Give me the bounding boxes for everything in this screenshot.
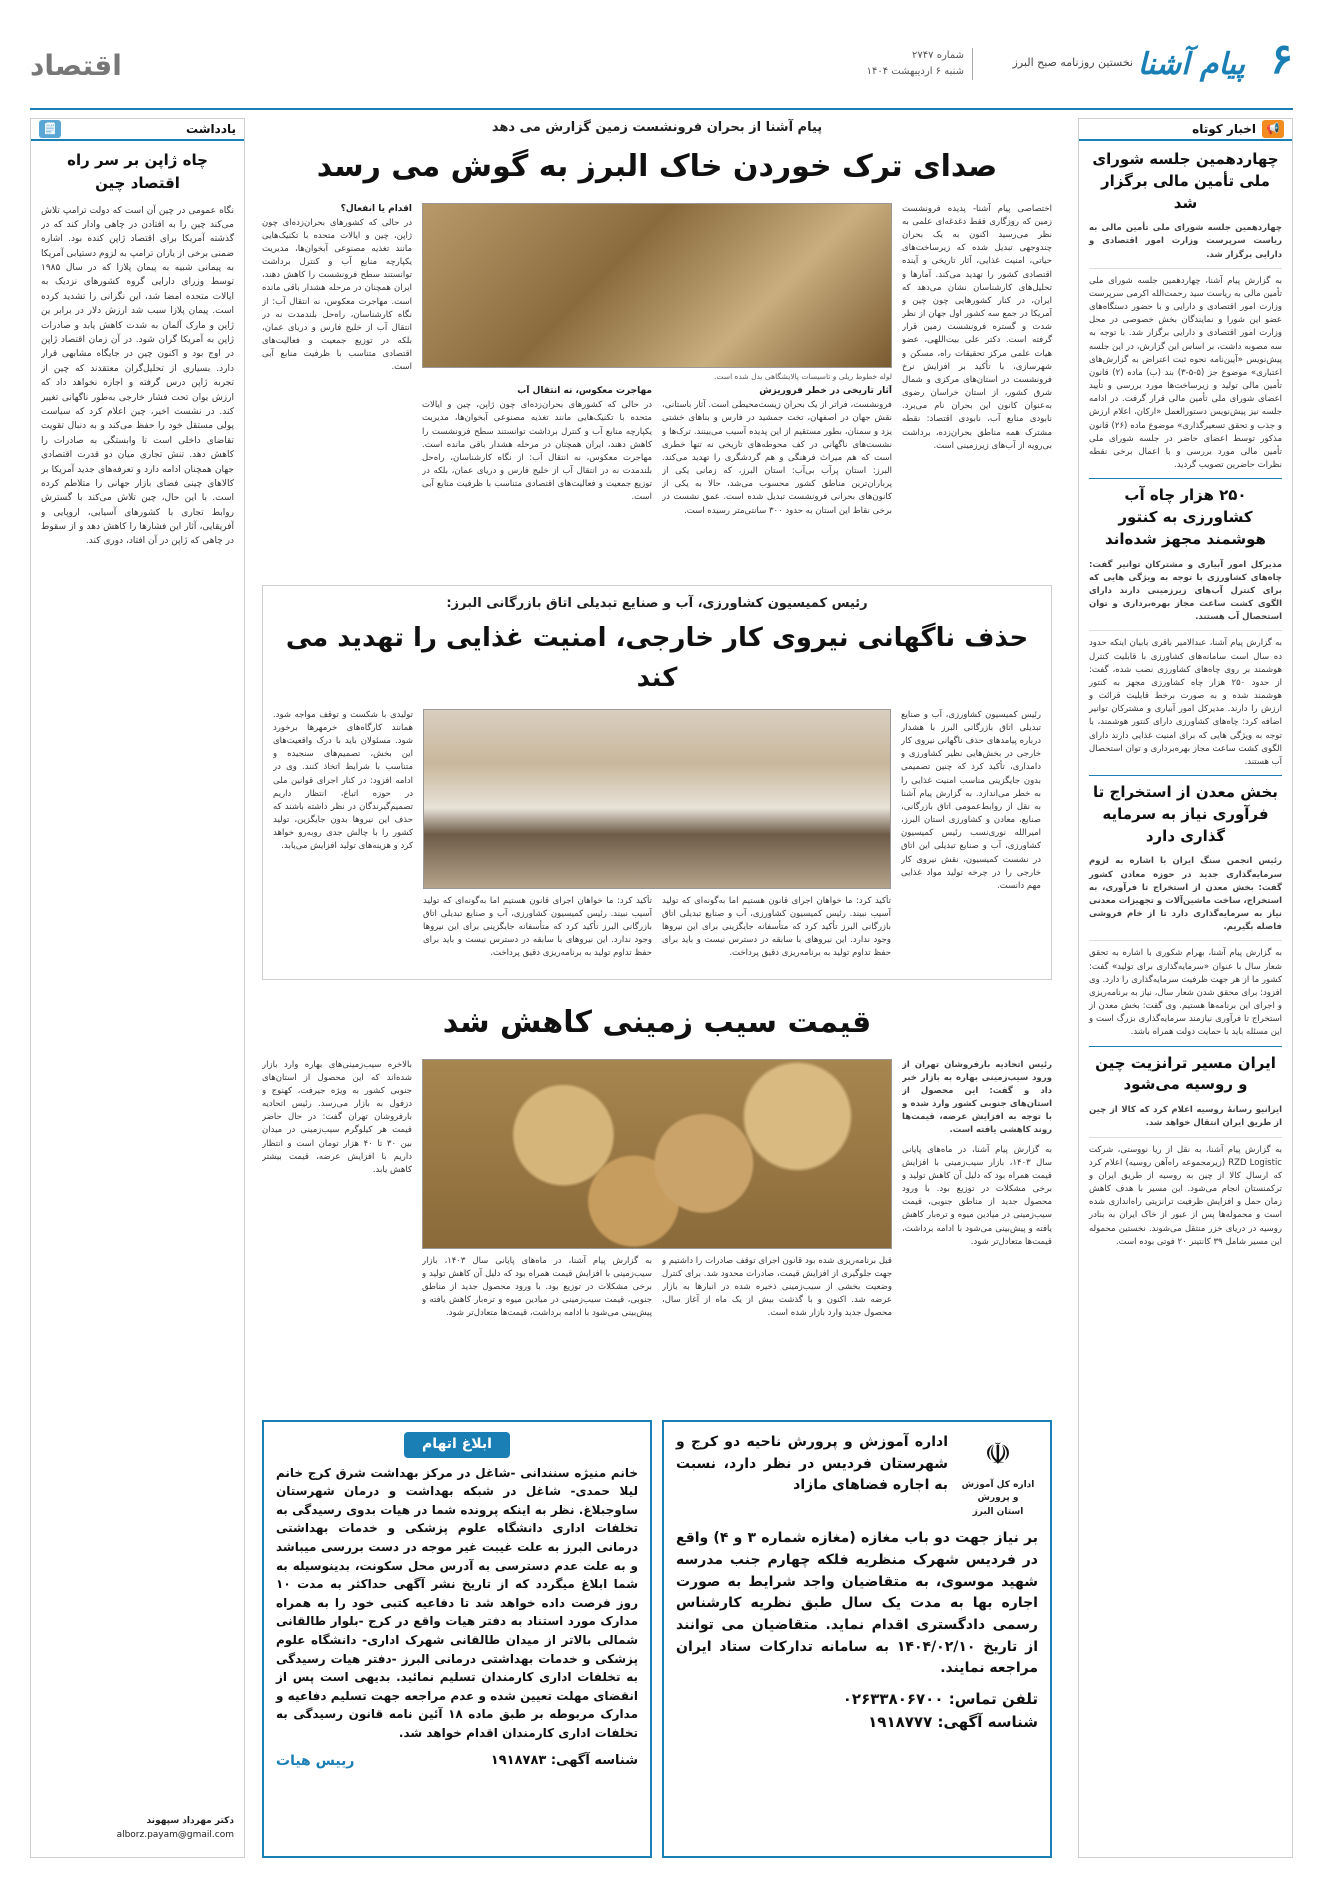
news-body-3: به گزارش پیام آشنا، بهرام شکوری با اشاره به تحقق شعار سال با عنوان «سرمایه‌گذاری برای تولید» گفت: کشور ما از هر جهت ظرفیت سرمایه‌گذاری را دارد. وی افزود: برای محقق شدن شعار سال، نیاز به برنامه‌ریزی و اجرای این برنامه‌ها هستیم. وی گفت: بخش معدن از استخراج تا فرآوری نیازمند سرمایه‌گذاری بزرگ است و این مسئله باید با حمایت دولت همراه باشد. — [1089, 948, 1282, 1038]
accusation-ad — [262, 1420, 652, 1858]
agri-story-kicker: رئیس کمیسیون کشاورزی، آب و صنایع تبدیلی اتاق بازرگانی البرز: — [446, 596, 868, 611]
potato-story-lead: رئیس اتحادیه بارفروشان تهران از ورود سیب‌زمینی بهاره به بازار خبر داد و گفت: این محصول از استان‌های جنوبی کشور وارد شده و با توجه به افزایش عرضه، قیمت‌ها روند کاهشی یافته است. — [902, 1059, 1052, 1136]
top-story-title: صدای ترک خوردن خاک البرز به گوش می رسد — [316, 149, 998, 185]
agri-story-title: حذف ناگهانی نیروی کار خارجی، امنیت غذایی را تهدید می کند — [285, 623, 1029, 694]
news-lead-1: چهاردهمین جلسه شورای ملی تأمین مالی به ریاست سرپرست وزارت امور اقتصادی و دارایی برگزار شد. — [1089, 223, 1282, 260]
top-story — [262, 118, 1052, 568]
news-body-2: به گزارش پیام آشنا، عبدالامیر باقری بابیان اینکه حدود ده سال است سامانه‌های کشاورزی با قابلیت کنترل هوشمند بر روی چاه‌های کشاورزی نصب شده، گفت: از حدود ۲۵۰ هزار چاه کشاورزی مجهز به کنتور هوشمند شده و به صورت برخط قابلیت قرائت و ارزش را دارند. مدیرکل امور آبیاری و مشترکان توانیر اضافه کرد: چاه‌های کشاورزی دارای کنتور هوشمند، با توجه به ویژگی هایی که برای امنیت غذایی دارند دارای الگوی کشت ساعت مجاز بهره‌برداری و توان استحصال آب هستند. — [1089, 638, 1283, 767]
top-story-kicker: پیام آشنا از بحران فرونشست زمین گزارش می دهد — [491, 120, 823, 135]
top-story-sub2: آثار تاریخی در خطر فروریزش — [759, 386, 892, 397]
news-title-2: ۲۵۰ هزار چاه آب کشاورزی به کنتور هوشمند مجهز شده‌اند — [1105, 486, 1266, 548]
subsidence-caption: لوله خطوط ریلی و تاسیسات پالایشگاهی بدل شده است. — [714, 371, 892, 381]
top-story-col1: اختصاصی پیام آشنا- پدیده فرونشست زمین که روزگاری فقط دغدغه‌ای علمی به نظر می‌رسید اکنون به یک بحران چندوجهی تبدیل شده که زیرساخت‌های حیاتی، امنیت غذایی، آثار تاریخی و آینده اقتصادی کشور را تهدید می‌کند. آمارها و تحلیل‌های کارشناسان نشان می‌دهد که ایران، در کنار کشورهایی چون چین و آمریکا در جمع سه کشور اول جهان از نظر شدت و گستره فرونشست زمین قرار گرفته است. دکتر علی بیت‌اللهی، عضو هیات علمی مرکز تحقیقات راه، مسکن و شهرسازی، با تأکید بر افزایش نرخ فرونشست در استان‌های مرکزی و شمال شرق کشور، از استان خراسان رضوی به‌عنوان کانون این بحران نام می‌برد. نابودی منابع آب، نابودی اقتصاد: نقطه مشترک همه مناطق بحران‌زده، برداشت بی‌رویه از آب‌های زیرزمینی است. — [902, 203, 1052, 451]
top-story-col3b: در حالی که کشورهای بحران‌زده‌ای چون ژاپن، چین و ایالات متحده با تکنیک‌هایی مانند تغذیه مصنوعی آبخوان‌ها، مدیریت یکپارچه منابع آب و کنترل برداشت توانستند سطح فرونشست را کاهش دهند، ایران همچنان در مرحله هشدار باقی مانده است. مهاجرت معکوس، نه انتقال آب: از نگاه کارشناسان، راه‌حل بلندمدت نه در انتقال آب از خلیج فارس و دریای عمان، بلکه در توزیع جمعیت و فعالیت‌های اقتصادی متناسب با ظرفیت منابع آبی است. — [422, 400, 652, 503]
potato-story-col2: قبل برنامه‌ریزی شده بود قانون اجرای توقف صادرات را داشتیم و جهت جلوگیری از افزایش قیمت، صادرات محدود شد. برای کنترل وضعیت بخشی از سیب‌زمینی ذخیره شده در انبارها به بازار عرضه شد. اکنون و با گذشت بیش از یک ماه از آغاز سال، محصول جدید وارد بازار شده است. — [662, 1255, 892, 1319]
section-title: اقتصاد — [30, 49, 122, 82]
opinion-column — [30, 118, 245, 1858]
agri-story-col3b: تأکید کرد: ما خواهان اجرای قانون هستیم اما به‌گونه‌ای که تولید آسیب نبیند. رئیس کمیسیون کشاورزی، آب و صنایع تبدیلی اتاق بازرگانی البرز تأکید کرد که متأسفانه جایگزینی برای این نیروها وجود ندارد. این نیروهای با سابقه در دسترس نیست و باید برای حفظ تداوم تولید به برنامه‌ریزی دقیق پرداخت. — [423, 895, 652, 959]
ad-org-line1: اداره کل آموزش و پرورش — [961, 1479, 1035, 1504]
news-title-1: چهاردهمین جلسه شورای ملی تأمین مالی برگزار شد — [1092, 150, 1279, 212]
agri-story-col3: تأکید کرد: ما خواهان اجرای قانون هستیم اما به‌گونه‌ای که تولید آسیب نبیند. رئیس کمیسیون کشاورزی، آب و صنایع تبدیلی اتاق بازرگانی البرز تأکید کرد که متأسفانه جایگزینی برای این نیروها وجود ندارد. این نیروهای با سابقه در دسترس نیست و باید برای حفظ تداوم تولید به برنامه‌ریزی دقیق پرداخت. — [662, 895, 891, 959]
opinion-author: دکتر مهرداد سپهوند — [146, 1816, 234, 1827]
news-body-4: به گزارش پیام آشنا، به نقل از ریا نووستی، شرکت RZD Logistic (زیرمجموعه راه‌آهن روسیه) اعلام کرد که ارسال کالا از چین به روسیه از طریق ایران و ترکمنستان انجام می‌شود. این مسیر با هدف کاهش زمان حمل و افزایش ظرفیت ترانزیتی راه‌اندازی شده است و محموله‌ها پس از عبور از خاک ایران به بنادر روسیه در دریای خزر منتقل می‌شوند. نخستین محموله این مسیر شامل ۳۹ کانتینر ۲۰ فوتی بوده است. — [1089, 1144, 1282, 1247]
potato-story-col3: بالاخره سیب‌زمینی‌های بهاره وارد بازار شده‌اند که این محصول از استان‌های جنوبی کشور به ویژه جیرفت، کهنوج و دزفول به بازار می‌رسد. رئیس اتحادیه بارفروشان تهران گفت: در حال حاضر قیمت هر کیلوگرم سیب‌زمینی در میدان بین ۳۰ تا ۴۰ هزار تومان است و انتظار داریم با افزایش عرضه، قیمت بیشتر کاهش یابد. — [262, 1059, 412, 1175]
opinion-body: نگاه عمومی در چین آن است که دولت ترامپ تلاش می‌کند چین را به افتادن در چاهی وادار کند که در گذشته آمریکا برای اقتصاد ژاپن کنده بود. اشاره ضمنی برخی از یاران ترامپ به لزوم دستیابی آمریکا به پیمانی شبیه به پیمان پلازا که در سال ۱۹۸۵ توسط وزرای دارایی گروه کشورهای نزدیک به ایالات متحده امضا شد، این نگرانی را تشدید کرده است. پیمان پلازا سبب شد ارزش دلار در برابر ین ژاپن و مارک آلمان به شدت کاهش یابد و صادرات ژاپن به آمریکا گران شود. در آن زمان اقتصاد ژاپن در اوج بود و اکنون چین در جایگاه مشابهی قرار دارد. بسیاری از تحلیل‌گران معتقدند که چین از تجربه ژاپن درس گرفته و اجازه نخواهد داد که ارزش یوان تحت فشار خارجی به‌طور ناگهانی تغییر کند. در نشست اخیر، چین اعلام کرد که سیاست پولی مستقل خود را حفظ می‌کند و به دنبال تقویت تقاضای داخلی است تا وابستگی به صادرات را کاهش دهد. تنش تجاری میان دو قدرت اقتصادی جهان همچنان ادامه دارد و تعرفه‌های جدید آمریکا بر کالاهای چینی فضای بازار جهانی را متلاطم کرده است. با این حال، چین تلاش می‌کند با گسترش روابط تجاری با کشورهای آسیایی، اروپایی و آفریقایی، آثار این فشارها را کاهش دهد و از سقوط در چاهی که ژاپن در آن افتاد، دوری کند. — [41, 205, 234, 547]
potato-story-col2b: به گزارش پیام آشنا، در ماه‌های پایانی سال ۱۴۰۳، بازار سیب‌زمینی با افزایش قیمت همراه بود که دلیل آن کاهش تولید و برخی مشکلات در توزیع بود. با ورود محصول جدید از مناطق جنوبی، قیمت سیب‌زمینی در میادین میوه و تره‌بار کاهش یافته و پیش‌بینی می‌شود با ادامه برداشت، قیمت‌ها متعادل‌تر شود. — [422, 1255, 652, 1319]
short-news-head: 📢 اخبار کوتاه — [1079, 119, 1292, 141]
opinion-title: چاه ژاپن بر سر راه اقتصاد چین — [67, 151, 208, 193]
tagline: نخستین روزنامه صبح البرز — [1012, 56, 1133, 69]
top-story-col2: فرونشست، فراتر از یک بحران زیست‌محیطی است. آثار باستانی، نقش جهان در اصفهان، تخت جمشید در فارس و بناهای خشتی یزد و سمنان، بطور مستقیم از این پدیده آسیب می‌بینند. ترک‌ها و نشست‌های ناگهانی در کف محوطه‌های تاریخی نه تنها خطری است که هم میراث فرهنگی و هم گردشگری را تهدید می‌کند. البرز: استان پرآب بی‌آب: استان البرز، که زمانی یکی از پرباران‌ترین مناطق کشور محسوب می‌شد، حالا به یکی از کانون‌های بحرانی فرونشست تبدیل شده است. عمق نشست در برخی نقاط این استان به حدود ۳۰۰ سانتی‌متر رسیده است. — [662, 400, 892, 516]
opinion-email: alborz.payam@gmail.com — [116, 1830, 234, 1841]
short-news-column — [1078, 118, 1293, 1858]
iran-emblem-icon: ☫ — [984, 1437, 1012, 1472]
education-ad-body: بر نیاز جهت دو باب مغازه (مغازه شماره ۳ و ۴) واقع در فردیس شهرک منظریه فلکه چهارم جنب مدرسه شهید موسوی، به متقاضیان واجد شرایط به صورت اجاره بها به مدت یک سال طبق نظریه کارشناس رسمی دادگستری اقدام نماید. متقاضیان می توانند از تاریخ ۱۴۰۴/۰۲/۱۰ به سامانه تدارکات ستاد ایران مراجعه نمایند. — [676, 1530, 1038, 1677]
notepad-icon: 🗒 — [39, 120, 61, 138]
potato-story-title: قیمت سیب زمینی کاهش شد — [442, 1005, 872, 1040]
news-title-4: ایران مسیر ترانزیت چین و روسیه می‌شود — [1095, 1053, 1276, 1094]
potato-story-col1: به گزارش پیام آشنا، در ماه‌های پایانی سال ۱۴۰۳، بازار سیب‌زمینی با افزایش قیمت همراه بود که دلیل آن کاهش تولید و برخی مشکلات در توزیع بود. با ورود محصول جدید از مناطق جنوبی، قیمت سیب‌زمینی در میادین میوه و تره‌بار کاهش یافته و پیش‌بینی می‌شود با ادامه برداشت، قیمت‌ها متعادل‌تر شود. — [902, 1144, 1052, 1247]
top-story-sub1: اقدام یا انفعال؟ — [340, 203, 412, 214]
subsidence-photo — [422, 203, 892, 368]
education-ad-phone: تلفن تماس: ۰۲۶۳۳۸۰۶۷۰۰ — [842, 1690, 1038, 1709]
page-number: ۶ — [1270, 34, 1293, 83]
ad-org-line2: استان البرز — [972, 1507, 1024, 1518]
accusation-ad-body: خانم منیژه سنندانی -شاغل در مرکز بهداشت شرق کرج خانم لیلا حمدی- شاغل در شبکه بهداشت و درمان شهرستان ساوجبلاغ. نظر به اینکه پرونده شما در هیات بدوی رسیدگی به تخلفات اداری دانشگاه علوم پزشکی و خدمات بهداشتی درمانی البرز به علت غیبت غیر موجه در دست بررسی میباشد و به علت عدم دسترسی به آدرس محل سکونت، بدینوسیله به شما ابلاغ میگردد که از تاریخ نشر آگهی حداکثر به مدت ۱۰ روز فرصت داده خواهد شد تا دفاعیه کتبی خود را به همراه مدارک مورد استناد به دفتر هیات واقع در کرج -بلوار طالقانی شمالی بالاتر از میدان طالقانی شهرک اداری- دانشگاه علوم پزشکی و خدمات بهداشتی درمانی البرز -دفتر هیات رسیدگی به تخلفات اداری کارمندان تسلیم نمائید. بدیهی است پس از انقضای مهلت تعیین شده و عدم مراجعه جهت تسلیم دفاعیه و مدارک مربوطه بر طبق ماده ۱۸ آئین نامه قانون رسیدگی به تخلفات اداری کارمندان اقدام خواهد شد. — [276, 1465, 639, 1740]
accusation-ad-title: ابلاغ اتهام — [404, 1432, 510, 1458]
news-lead-3: رئیس انجمن سنگ ایران با اشاره به لزوم سرمایه‌گذاری جدید در حوزه معادن کشور گفت: بخش معدن از استخراج تا فرآوری، به استخراج، ساخت ماشین‌آلات و تجهیزات معدنی نیاز به سرمایه‌گذاری دارد تا از خام فروشی فاصله بگیریم. — [1089, 856, 1282, 933]
education-ad — [662, 1420, 1052, 1858]
agri-story-col1: رئیس کمیسیون کشاورزی، آب و صنایع تبدیلی اتاق بازرگانی البرز با هشدار درباره پیامدهای حذف ناگهانی نیروی کار خارجی در بخش‌هایی نظیر کشاورزی و دامداری، تأکید کرد که چنین تصمیمی بدون جایگزینی مناسب امنیت غذایی را به خطر می‌اندازد. به گزارش پیام آشنا به نقل از روابط‌عمومی اتاق بازرگانی، صنایع، معادن و کشاورزی استان البرز، امیرالله نوری‌نسب رئیس کمیسیون کشاورزی، آب و صنایع تبدیلی این اتاق در نشست کمیسیون، نقش نیروی کار خارجی را در چرخه تولید مواد غذایی مهم دانست. — [901, 709, 1041, 891]
education-ad-title: اداره آموزش و پرورش ناحیه دو کرج و شهرستان فردیس در نظر دارد، نسبت به اجاره فضاهای مازاد — [676, 1434, 948, 1494]
agri-story-col2: تولیدی با شکست و توقف مواجه شود. همانند کارگاه‌های خرمهرها برخورد شود. مسئولان باید با درک واقعیت‌های این بخش، تصمیم‌های سنجیده و متناسب با شرایط اتخاذ کنند. وی در ادامه افزود: در کنار اجرای قوانین ملی در حوزه اتباع، انتظار داریم تصمیم‌گیرندگان در نظر داشته باشند که حذف این نیروها بدون جایگزین، تولید کشور را با چالش جدی روبه‌رو خواهد کرد و هزینه‌های تولید افزایش می‌یابد. — [273, 709, 413, 852]
potato-story — [262, 1000, 1052, 1400]
megaphone-icon: 📢 — [1262, 120, 1284, 138]
agri-story — [262, 585, 1052, 980]
issue-info — [867, 48, 973, 80]
page-header — [30, 34, 1293, 110]
issue-number: شماره ۲۷۴۷ — [912, 50, 964, 61]
accusation-ad-code: شناسه آگهی: ۱۹۱۸۷۸۳ — [490, 1752, 638, 1768]
meeting-photo — [423, 709, 891, 889]
opinion-head: یادداشت 🗒 — [31, 119, 244, 141]
potato-photo — [422, 1059, 892, 1249]
news-body-1: به گزارش پیام آشنا، چهاردهمین جلسه شورای ملی تأمین مالی به ریاست سید رحمت‌الله اکرمی سرپرست وزارت امور اقتصادی و دارایی و با حضور دستگاه‌های عضو این شورا و نمایندگان بخش خصوصی در محل وزارت امور اقتصادی و دارایی برگزار شد. با توجه به سه مصوبه داشت، بر اساس این گزارش، در این جلسه پیش‌نویس «آیین‌نامه نحوه ثبت اعتراض به گزارش‌های اعتباری» موضوع جز (۵-۵-۳) بند (ب) ماده (۲) قانون تأمین مالی تولید و زیرساخت‌ها مورد بررسی و تأیید اعضای شورای ملی تأمین مالی قرار گرفت. در ادامه جلسه نیز پیش‌نویس دستورالعمل «ارکان، اعلام ارزش و جذب و تحقق تسعیرگذاری» موضوع ماده (۲۶) قانون مذکور توسط اعضای حاضر در جلسه شورای ملی تأمین مالی مورد بررسی و با اعمال برخی نقطه نظرات حاضرین تصویب گردید. — [1089, 275, 1283, 471]
news-title-3: بخش معدن از استخراج تا فرآوری نیاز به سرمایه گذاری دارد — [1093, 783, 1278, 845]
accusation-ad-sign: رییس هیات — [276, 1752, 355, 1769]
newspaper-logo: پیام آشنا — [1137, 47, 1245, 82]
top-story-col3: اقدام یا انفعال؟ در حالی که کشورهای بحران‌زده‌ای چون ژاپن، چین و ایالات متحده با تکنیک‌هایی مانند تغذیه مصنوعی آبخوان‌ها، مدیریت یکپارچه منابع آب و کنترل برداشت توانستند سطح فرونشست را کاهش دهند، ایران همچنان در مرحله هشدار باقی مانده است. مهاجرت معکوس، نه انتقال آب: از نگاه کارشناسان، راه‌حل بلندمدت نه در انتقال آب از خلیج فارس و دریای عمان، بلکه در توزیع جمعیت و فعالیت‌های اقتصادی متناسب با ظرفیت منابع آبی است. — [262, 203, 412, 373]
news-lead-2: مدیرکل امور آبیاری و مشترکان توانیر گفت: چاه‌های کشاورزی با توجه به ویژگی هایی که برای کنترل آب‌های زیرزمینی دارند دارای الگوی کشت ساعت مجاز بهره‌برداری و توان استحصال آب هستند. — [1089, 559, 1282, 623]
education-ad-code: شناسه آگهی: ۱۹۱۸۷۷۷ — [868, 1713, 1038, 1732]
issue-date: شنبه ۶ اردیبهشت ۱۴۰۴ — [866, 66, 964, 77]
news-lead-4: ایرانیو رسانهٔ روسیه اعلام کرد که کالا از چین از طریق ایران انتقال خواهد شد. — [1089, 1105, 1282, 1129]
top-story-sub5: مهاجرت معکوس، نه انتقال آب — [517, 386, 652, 397]
